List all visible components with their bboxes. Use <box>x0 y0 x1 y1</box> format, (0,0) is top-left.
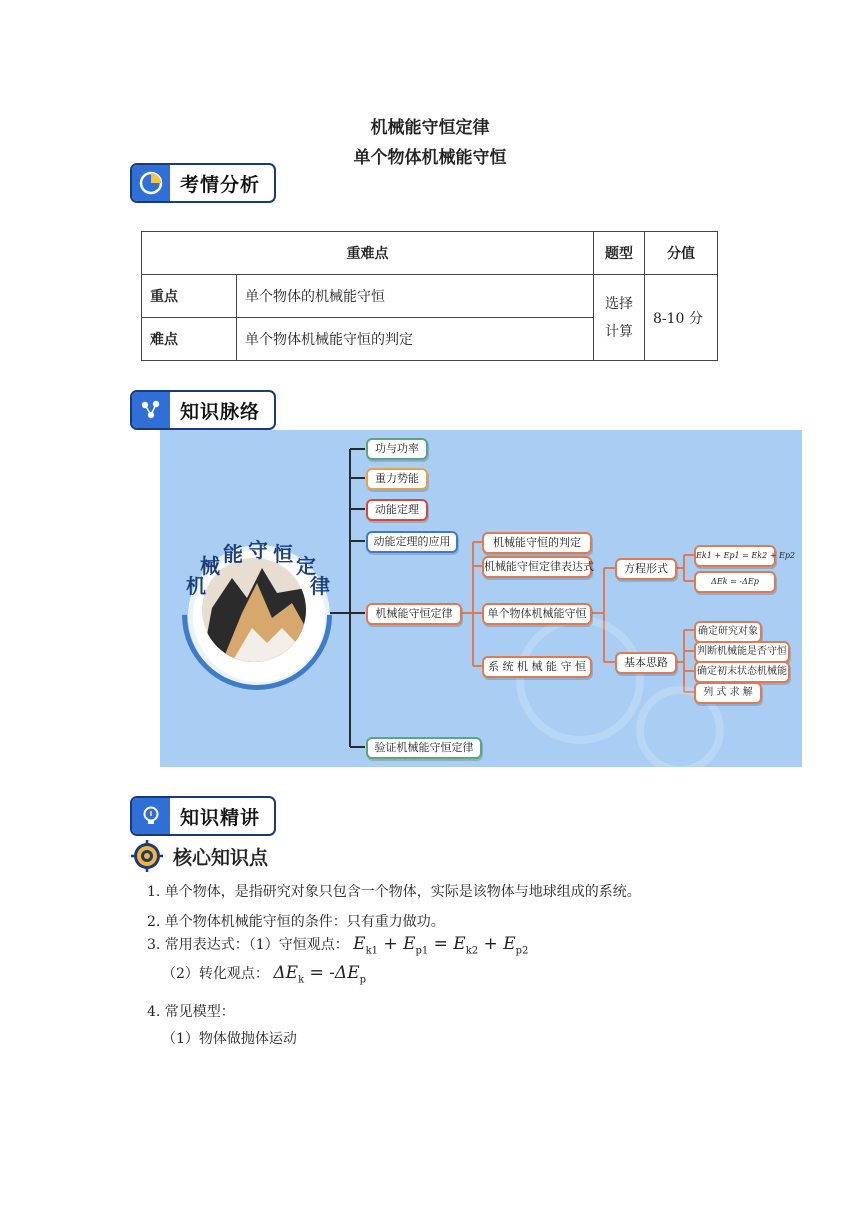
mindmap-step: 判断机械能是否守恒 <box>694 641 790 663</box>
mindmap-node: 验证机械能守恒定律 <box>366 737 482 759</box>
mindmap-midnode: 方程形式 <box>615 558 677 580</box>
table-header-type: 题型 <box>593 232 644 275</box>
page-subtitle: 单个物体机械能守恒 <box>353 148 507 168</box>
lightbulb-icon <box>132 798 170 834</box>
type-line-2: 计算 <box>604 323 633 340</box>
page-title: 机械能守恒定律 <box>370 118 490 138</box>
center-char: 定 <box>296 554 316 578</box>
mindmap-node: 动能定理的应用 <box>366 531 458 553</box>
section-title-lecture: 知识精讲 <box>180 806 261 829</box>
center-char: 律 <box>310 574 330 598</box>
formula-conservation: $E_{k1} + E_{p1} = E_{k2} + E_{p2}$ <box>353 934 529 957</box>
table-header-score: 分值 <box>644 232 717 275</box>
mindmap-step: 确定初末状态机械能 <box>694 661 790 683</box>
mindmap-node: 重力势能 <box>366 468 428 490</box>
point-4-sub: （1）物体做抛体运动 <box>162 1031 297 1047</box>
mindmap-subnode: 机械能守恒定律表达式 <box>482 556 592 578</box>
center-char: 守 <box>248 538 268 562</box>
analysis-table <box>141 231 718 361</box>
table-row-content: 单个物体的机械能守恒 <box>237 275 594 318</box>
mindmap-midnode: 基本思路 <box>615 652 677 674</box>
mindmap-subnode: 机械能守恒的判定 <box>482 532 592 554</box>
table-cell-type <box>593 275 644 361</box>
point-4: 4. 常见模型： <box>147 1004 235 1020</box>
point-2: 2. 单个物体机械能守恒的条件：只有重力做功。 <box>147 914 445 930</box>
mindmap-node: 动能定理 <box>366 499 428 521</box>
section-title-context: 知识脉络 <box>180 400 261 423</box>
center-char: 械 <box>200 554 220 578</box>
mindmap-formula: Ek1 + Ep1 = Ek2 + Ep2 <box>694 545 776 567</box>
type-line-1: 选择 <box>604 295 633 312</box>
center-char: 能 <box>223 542 243 566</box>
mindmap-node: 功与功率 <box>366 438 428 460</box>
section-badge-analysis <box>130 163 276 203</box>
gear-watermark <box>520 620 720 767</box>
section-title-analysis: 考情分析 <box>180 173 261 196</box>
pie-chart-icon <box>132 165 170 201</box>
mindmap-subnode: 单个物体机械能守恒 <box>482 603 592 625</box>
mindmap-step: 确定研究对象 <box>694 621 762 643</box>
section-badge-lecture <box>130 796 276 836</box>
point-3-sub-prefix: （2）转化观点： <box>162 966 269 982</box>
mindmap-node: 机械能守恒定律 <box>366 603 462 625</box>
core-header <box>131 840 268 872</box>
center-char: 恒 <box>273 542 293 566</box>
mindmap-formula: ΔEk = -ΔEp <box>694 571 776 593</box>
table-row-label: 重点 <box>142 275 237 318</box>
section-title-core: 核心知识点 <box>173 846 269 869</box>
point-3-prefix: 3. 常用表达式：（1）守恒观点： <box>147 937 349 953</box>
table-header-difficulty: 重难点 <box>142 232 594 275</box>
mindmap-step: 列 式 求 解 <box>694 682 762 704</box>
point-3 <box>147 934 528 956</box>
point-3-sub <box>162 963 366 985</box>
point-1: 1. 单个物体，是指研究对象只包含一个物体，实际是该物体与地球组成的系统。 <box>147 884 641 900</box>
center-char: 机 <box>186 574 206 598</box>
table-row-content: 单个物体机械能守恒的判定 <box>237 318 594 361</box>
table-cell-score: 8-10 分 <box>644 275 717 361</box>
target-icon <box>131 840 163 872</box>
network-icon <box>132 392 170 428</box>
formula-transformation: $\Delta E_k = -\Delta E_p$ <box>273 963 367 986</box>
table-row-label: 难点 <box>142 318 237 361</box>
section-badge-context <box>130 390 276 430</box>
mind-map <box>160 430 802 767</box>
mindmap-subnode: 系 统 机 械 能 守 恒 <box>482 656 592 678</box>
